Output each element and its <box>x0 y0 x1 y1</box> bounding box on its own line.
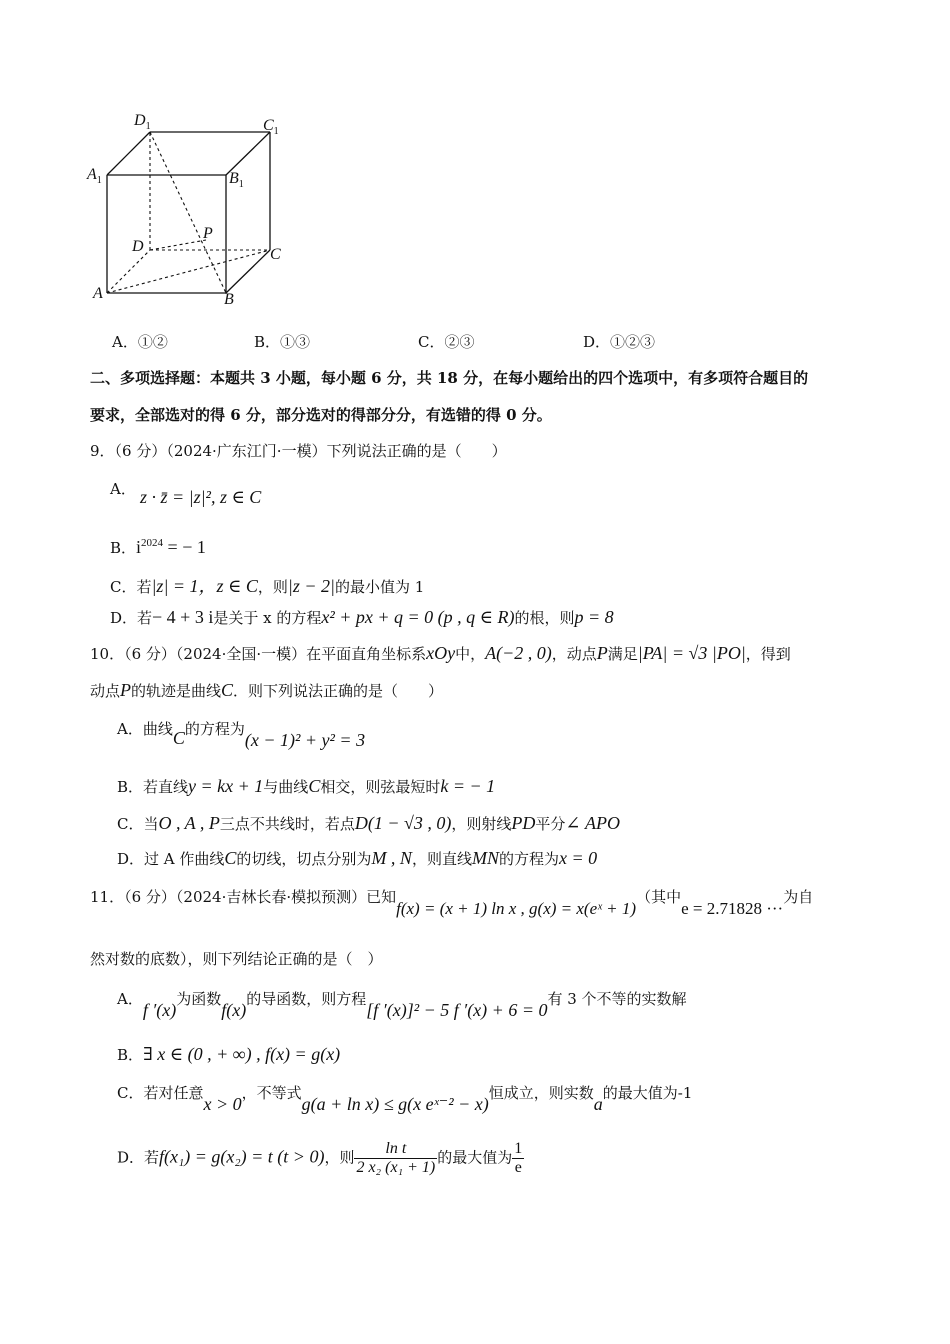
q9-option-a-math: z · z̄ = |z|², z ∈ C <box>140 487 262 507</box>
q10-option-c: C．当O , A , P三点不共线时，若点D(1 − √3 , 0)，则射线PD平分∠ APO <box>117 813 620 833</box>
label-B1: $B_1$ <box>229 170 244 191</box>
q8-option-a: A．①② <box>112 333 168 351</box>
q10-stem-line2: 动点P的轨迹是曲线C．则下列说法正确的是（ ） <box>90 680 444 700</box>
edge-A1-D1 <box>107 132 150 175</box>
edge-B1-C1 <box>226 132 270 175</box>
q10-option-a: A．曲线C的方程为(x − 1)² + y² = 3 <box>117 720 366 750</box>
label-D: D <box>132 238 144 255</box>
q9-stem: 9．（6 分）（2024·广东江门·一模）下列说法正确的是（ ） <box>90 442 507 460</box>
seg-A-C <box>107 250 270 293</box>
seg-D1-B <box>150 132 226 293</box>
q9-option-c: C．若|z| = 1，z ∈ C，则|z − 2|的最小值为 1 <box>110 576 425 596</box>
q11-option-b: B．∃ x ∈ (0 , + ∞) , f(x) = g(x) <box>117 1044 341 1064</box>
q10-option-d: D．过 A 作曲线C的切线，切点分别为M , N，则直线MN的方程为x = 0 <box>117 848 598 868</box>
section2-header-line2: 要求，全部选对的得 6 分，部分选对的得部分分，有选错的得 0 分。 <box>90 406 552 424</box>
cube-figure <box>80 105 310 320</box>
q10-option-b: B．若直线y = kx + 1与曲线C相交，则弦最短时k = − 1 <box>117 776 496 796</box>
q8-option-b: B．①③ <box>254 333 311 351</box>
q11-option-d: D．若f(x₁) = g(x₂) = t (t > 0)，则 $\frac{\text{ln t}}{\text{2 x₂ (x₁ + 1)}}$ 的最大值为 $\frac{1}{e}$ <box>117 1140 523 1176</box>
q11-d-fraction: $\frac{\text{ln t}}{\text{2 x₂ (x₁ + 1)}}$ <box>356 1140 436 1176</box>
label-P: P <box>203 225 213 242</box>
label-A: A <box>93 285 103 302</box>
label-B: B <box>224 291 234 308</box>
q9-option-d: D．若− 4 + 3 i是关于 x 的方程x² + px + q = 0 (p , q ∈ R)的根，则p = 8 <box>110 607 614 627</box>
q9-option-b: B．$i^{2024}$ = − 1 <box>110 537 206 557</box>
q11-option-c: C．若对任意x > 0，不等式g(a + ln x) ≤ g(x eˣ⁻² − x)恒成立，则实数a的最大值为-1 <box>117 1084 693 1114</box>
q11-d-answer-fraction: $\frac{1}{e}$ <box>514 1140 523 1176</box>
q11-stem-line1: 11．（6 分）（2024·吉林长春·模拟预测）已知f(x) = (x + 1) ln x , g(x) = x(eˣ + 1)（其中e = 2.71828 ···为自 <box>90 888 814 918</box>
label-D1: $D_1$ <box>134 112 151 133</box>
label-C1: $C_1$ <box>263 117 279 138</box>
edge-A-D <box>107 250 150 293</box>
edge-B-C <box>226 250 270 293</box>
q8-option-d: D．①②③ <box>583 333 656 351</box>
q8-option-c: C．②③ <box>418 333 475 351</box>
q9-option-a-label: A． <box>110 480 136 498</box>
q11-option-a: A．f ′(x)为函数f(x)的导函数，则方程[f ′(x)]² − 5 f ′(x) + 6 = 0有 3 个不等的实数解 <box>117 990 687 1020</box>
seg-D-P <box>150 240 206 250</box>
label-A1: $A_1$ <box>87 166 102 187</box>
section2-header-line1: 二、多项选择题：本题共 3 小题，每小题 6 分，共 18 分，在每小题给出的四个选项中，有多项符合题目的 <box>90 369 809 387</box>
q10-stem-line1: 10．（6 分）（2024·全国·一模）在平面直角坐标系xOy中，A(−2 , 0)，动点P满足|PA| = √3 |PO|，得到 <box>90 643 791 663</box>
label-C: C <box>270 246 281 263</box>
q11-stem-line2: 然对数的底数），则下列结论正确的是（ ） <box>90 950 383 968</box>
